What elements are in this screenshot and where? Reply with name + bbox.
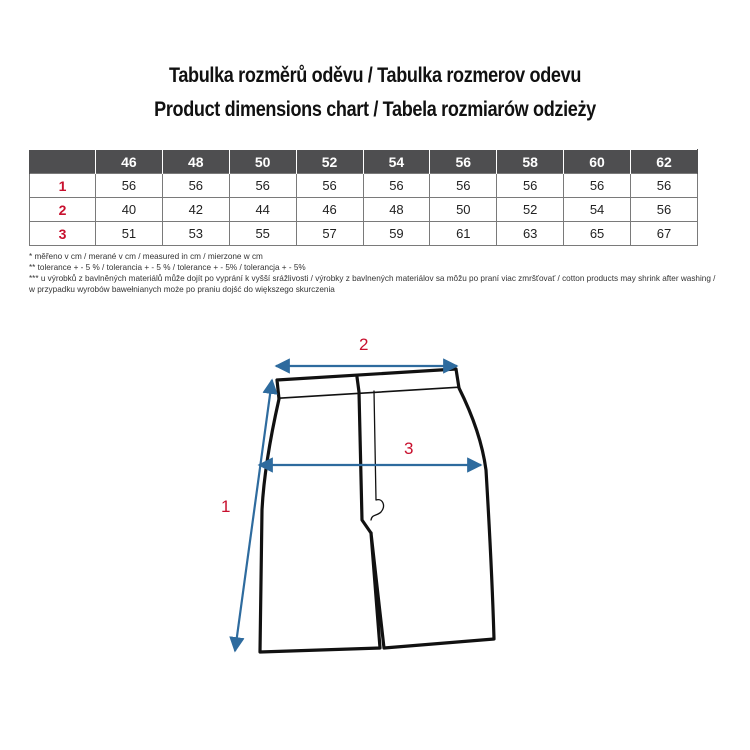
size-header-cell: 48 [162, 150, 229, 174]
size-header-cell: 46 [96, 150, 163, 174]
size-header-cell: 50 [229, 150, 296, 174]
size-header-cell: 54 [363, 150, 430, 174]
table-cell: 56 [162, 174, 229, 198]
shorts-outline [260, 369, 494, 652]
row-label: 2 [30, 198, 96, 222]
size-header-cell: 52 [296, 150, 363, 174]
table-cell: 56 [564, 174, 631, 198]
row-label: 1 [30, 174, 96, 198]
table-cell: 48 [363, 198, 430, 222]
table-cell: 42 [162, 198, 229, 222]
table-cell: 56 [631, 198, 698, 222]
table-cell: 55 [229, 222, 296, 246]
table-cell: 63 [497, 222, 564, 246]
size-header-cell: 58 [497, 150, 564, 174]
table-cell: 51 [96, 222, 163, 246]
table-cell: 52 [497, 198, 564, 222]
size-header-cell: 56 [430, 150, 497, 174]
table-cell: 50 [430, 198, 497, 222]
table-cell: 46 [296, 198, 363, 222]
size-header-cell: 60 [564, 150, 631, 174]
table-cell: 40 [96, 198, 163, 222]
table-cell: 56 [631, 174, 698, 198]
table-cell: 56 [296, 174, 363, 198]
table-cell: 56 [229, 174, 296, 198]
table-cell: 61 [430, 222, 497, 246]
footnote-tolerance: ** tolerance + - 5 % / tolerancia + - 5 % / tolerance + - 5% / tolerancja + - 5% [29, 263, 306, 272]
table-cell: 59 [363, 222, 430, 246]
table-cell: 57 [296, 222, 363, 246]
table-cell: 65 [564, 222, 631, 246]
footnote-units: * měřeno v cm / merané v cm / measured in cm / mierzone w cm [29, 252, 263, 261]
table-cell: 56 [363, 174, 430, 198]
table-cell: 44 [229, 198, 296, 222]
table-cell: 54 [564, 198, 631, 222]
table-cell: 56 [96, 174, 163, 198]
table-cell: 53 [162, 222, 229, 246]
chart-title-line-1: Tabulka rozměrů oděvu / Tabulka rozmerov odevu [168, 64, 582, 87]
hip-label: 3 [404, 439, 414, 458]
size-header-cell: 62 [631, 150, 698, 174]
chart-title-line-2: Product dimensions chart / Tabela rozmiarów odzieży [154, 98, 596, 121]
table-cell: 56 [430, 174, 497, 198]
table-cell: 67 [631, 222, 698, 246]
table-cell: 56 [497, 174, 564, 198]
waist-label: 2 [359, 335, 369, 354]
footnote-shrinkage: *** u výrobků z bavlněných materiálů může dojít po vyprání k vyšší srážlivosti / výrobky z bavlnených materiálov sa môžu po praní viac zmršťovať / cotton products may shrink after washing / w przypadku wyrobów bawełnianych może po praniu dojść do większego skurczenia [29, 274, 716, 294]
row-label: 3 [30, 222, 96, 246]
length-label: 1 [221, 497, 231, 516]
